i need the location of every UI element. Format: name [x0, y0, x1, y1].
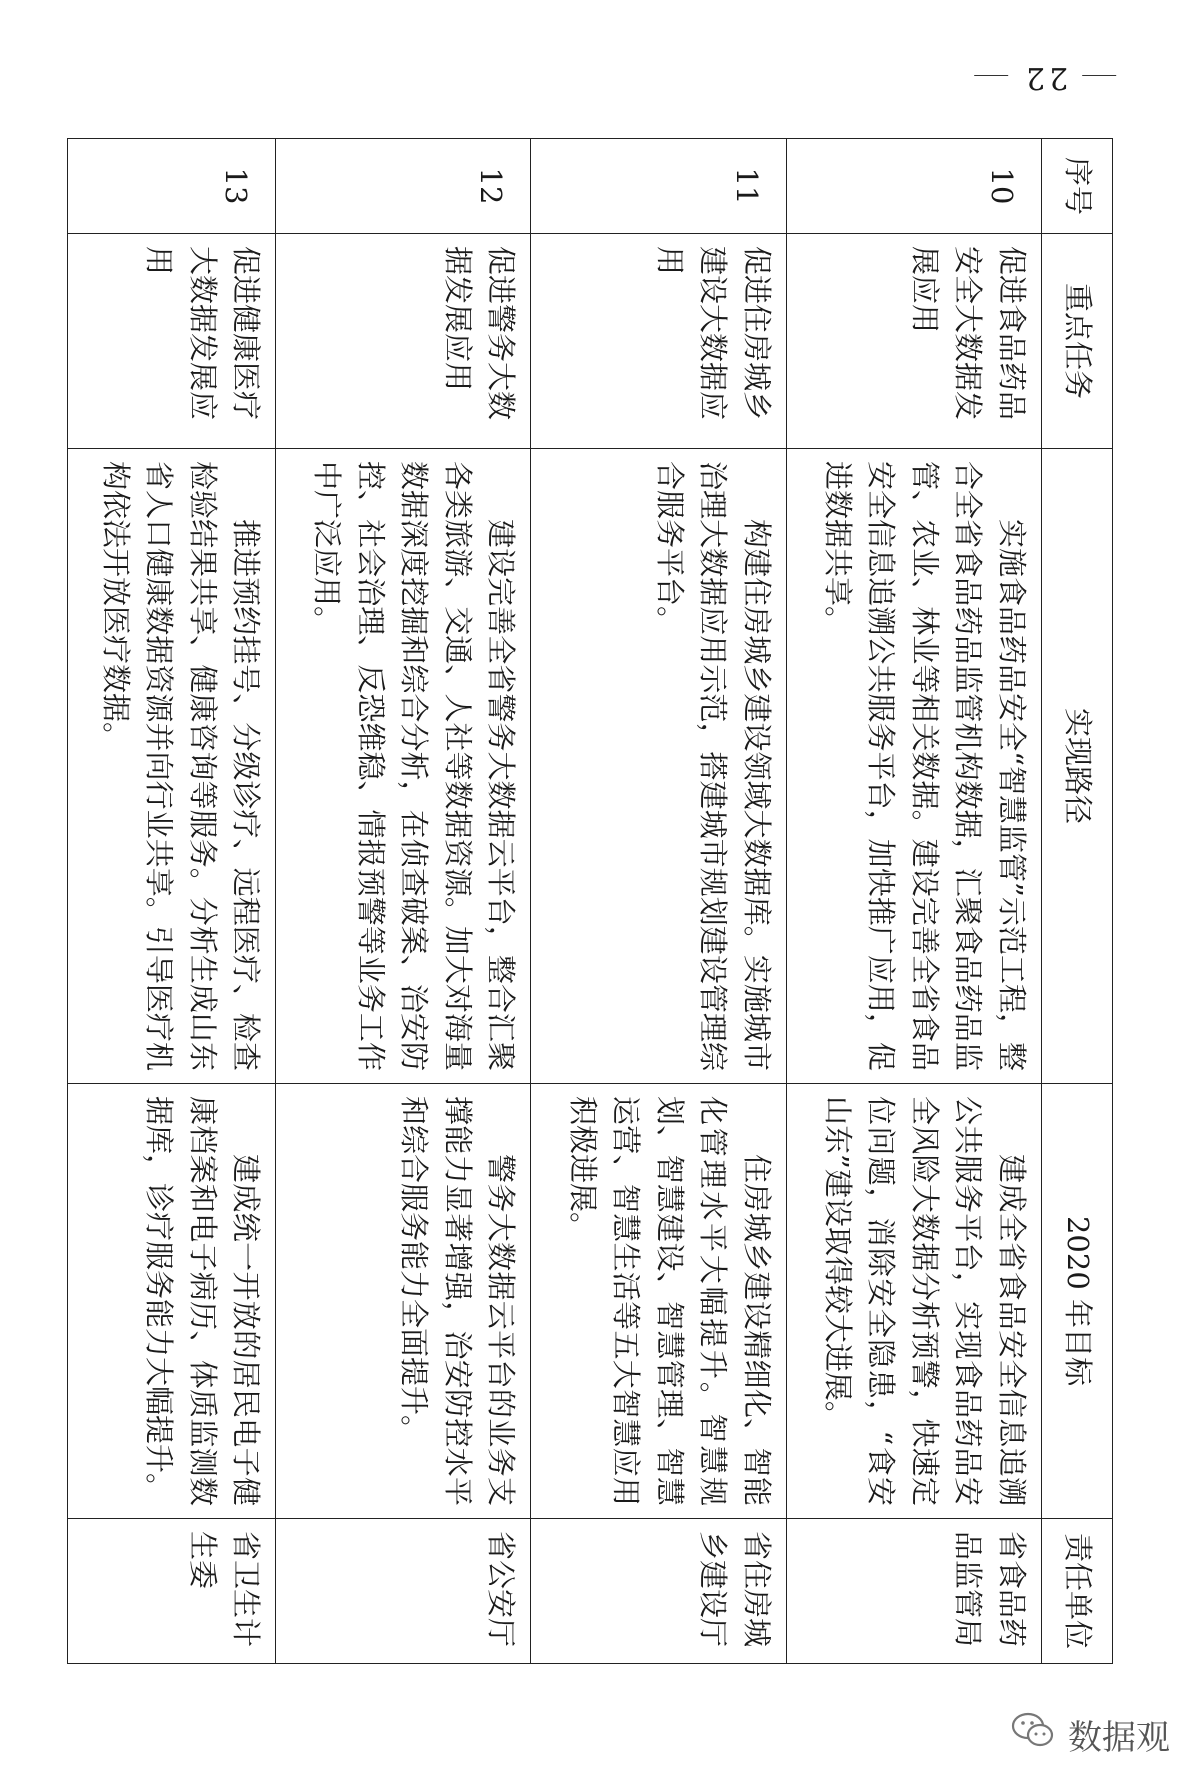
wechat-icon: [1010, 1710, 1056, 1759]
watermark-text: 数据观: [1068, 1718, 1170, 1758]
row-seq: 12: [276, 139, 531, 234]
row-seq: 13: [68, 139, 276, 234]
row-unit: 省住房城乡建设厅: [531, 1519, 786, 1664]
row-path: 建设完善全省警务大数据云平台，整合汇聚各类旅游、交通、人社等数据资源。加大对海量数据深度挖掘和综合分析，在侦查破案、治安防控、社会治理、反恐维稳、情报预警等业务工作中广泛应用。: [276, 449, 531, 1084]
row-path: 构建住房城乡建设领域大数据库。实施城市治理大数据应用示范，搭建城市规划建设管理综合服务平台。: [531, 449, 786, 1084]
row-path: 实施食品药品安全“智慧监管”示范工程，整合全省食品药品监管机构数据，汇聚食品药品监管、农业、林业等相关数据。建设完善全省食品安全信息追溯公共服务平台，加快推广应用，促进数据共享。: [786, 449, 1041, 1084]
row-seq: 11: [531, 139, 786, 234]
row-task: 促进警务大数据发展应用: [276, 234, 531, 449]
row-task: 促进健康医疗大数据发展应用: [68, 234, 276, 449]
row-goal: 建成统一开放的居民电子健康档案和电子病历、体质监测数据库，诊疗服务能力大幅提升。: [68, 1084, 276, 1519]
page-number-text: 22: [1022, 60, 1069, 95]
table-row: [68, 139, 276, 1664]
row-seq: 10: [786, 139, 1041, 234]
page-number: [960, 60, 1130, 95]
header-task: 重点任务: [1042, 234, 1113, 449]
table-row: [276, 139, 531, 1664]
header-path: 实现路径: [1042, 449, 1113, 1084]
table-header-row: [1042, 139, 1113, 1664]
task-table: [67, 138, 1113, 1664]
row-task: 促进食品药品安全大数据发展应用: [786, 234, 1041, 449]
page-number-dash-right: [974, 76, 1008, 77]
task-table-container: [67, 138, 1113, 1663]
row-task: 促进住房城乡建设大数据应用: [531, 234, 786, 449]
header-unit: 责任单位: [1042, 1519, 1113, 1664]
row-goal: 建成全省食品安全信息追溯公共服务平台，实现食品药品安全风险大数据分析预警，快速定位问题，消除安全隐患，“食安山东”建设取得较大进展。: [786, 1084, 1041, 1519]
header-seq: 序号: [1042, 139, 1113, 234]
table-row: [786, 139, 1041, 1664]
header-goal: 2020 年目标: [1042, 1084, 1113, 1519]
row-goal: 住房城乡建设精细化、智能化管理水平大幅提升。智慧规划、智慧建设、智慧管理、智慧运营、智慧生活等五大智慧应用积极进展。: [531, 1084, 786, 1519]
watermark: [1010, 1710, 1170, 1759]
row-goal: 警务大数据云平台的业务支撑能力显著增强，治安防控水平和综合服务能力全面提升。: [276, 1084, 531, 1519]
row-unit: 省食品药品监管局: [786, 1519, 1041, 1664]
table-row: [531, 139, 786, 1664]
row-unit: 省公安厅: [276, 1519, 531, 1664]
row-unit: 省卫生计生委: [68, 1519, 276, 1664]
page-number-dash-left: [1082, 76, 1116, 77]
row-path: 推进预约挂号、分级诊疗、远程医疗、检查检验结果共享、健康咨询等服务。分析生成山东省人口健康数据资源并向行业共享。引导医疗机构依法开放医疗数据。: [68, 449, 276, 1084]
